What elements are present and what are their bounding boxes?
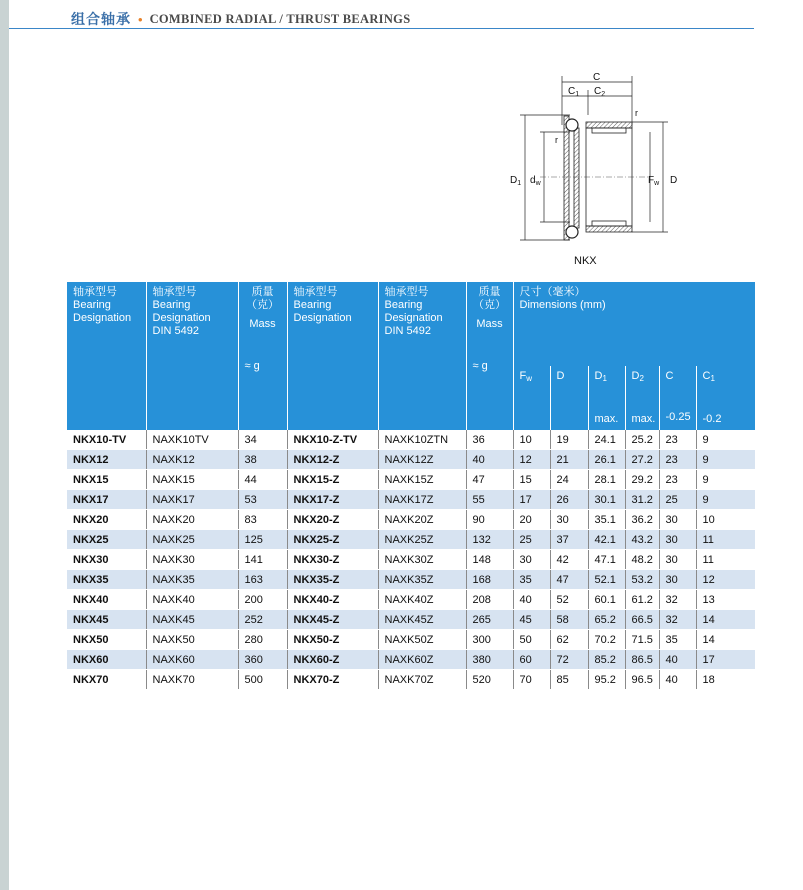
table-cell: 360 (238, 650, 287, 670)
col-header-dimensions: 尺寸（毫米） Dimensions (mm) (513, 282, 755, 366)
table-cell: NAXK10TV (146, 430, 238, 450)
table-cell: NAXK45Z (378, 610, 466, 630)
table-cell: 35.1 (588, 510, 625, 530)
table-cell: 44 (238, 470, 287, 490)
table-cell: NKX10-TV (67, 430, 146, 450)
table-cell: 50 (513, 630, 550, 650)
header-divider (9, 28, 754, 29)
table-cell: 72 (550, 650, 588, 670)
table-cell: 9 (696, 470, 755, 490)
table-cell: 30 (659, 570, 696, 590)
table-cell: 23 (659, 470, 696, 490)
thrust-washer-outer (564, 116, 569, 240)
bearing-table (67, 282, 755, 690)
table-cell: NKX10-Z-TV (287, 430, 378, 450)
dim-label-c2: $C_2$ (594, 86, 606, 98)
table-cell: NAXK15 (146, 470, 238, 490)
table-cell: 24.1 (588, 430, 625, 450)
table-cell: NKX60 (67, 650, 146, 670)
table-cell: 70 (513, 670, 550, 690)
table-cell: 14 (696, 630, 755, 650)
dim-label-d: D (670, 175, 678, 186)
table-cell: 23 (659, 450, 696, 470)
table-cell: NAXK12 (146, 450, 238, 470)
dim-label-r-top: r (635, 108, 638, 118)
table-cell: 14 (696, 610, 755, 630)
table-row (67, 590, 755, 610)
table-cell: NAXK17 (146, 490, 238, 510)
col-header-c: C -0.25 (659, 366, 696, 430)
table-cell: 25 (513, 530, 550, 550)
col-header-din: 轴承型号 Bearing Designation DIN 5492 (146, 282, 238, 430)
table-cell: 90 (466, 510, 513, 530)
table-cell: 24 (550, 470, 588, 490)
table-cell: 132 (466, 530, 513, 550)
table-cell: 42.1 (588, 530, 625, 550)
table-cell: NKX45 (67, 610, 146, 630)
table-cell: 30 (659, 510, 696, 530)
table-cell: 83 (238, 510, 287, 530)
table-cell: 28.1 (588, 470, 625, 490)
table-cell: 125 (238, 530, 287, 550)
col-header-fw: $F_w$ (513, 366, 550, 430)
table-cell: 9 (696, 450, 755, 470)
table-cell: NKX70 (67, 670, 146, 690)
table-cell: 280 (238, 630, 287, 650)
table-cell: 32 (659, 610, 696, 630)
table-cell: 47 (466, 470, 513, 490)
table-cell: 265 (466, 610, 513, 630)
table-row (67, 650, 755, 670)
table-cell: NKX17 (67, 490, 146, 510)
header-title-en: COMBINED RADIAL / THRUST BEARINGS (149, 11, 411, 26)
table-cell: 30.1 (588, 490, 625, 510)
table-cell: 85.2 (588, 650, 625, 670)
table-cell: 12 (696, 570, 755, 590)
col-header-d: D (550, 366, 588, 430)
table-row (67, 530, 755, 550)
table-cell: 10 (513, 430, 550, 450)
dim-label-c: C (593, 72, 601, 83)
table-cell: 37 (550, 530, 588, 550)
table-cell: 168 (466, 570, 513, 590)
dim-label-c1: $C_1$ (568, 86, 580, 98)
table-row (67, 430, 755, 450)
table-cell: 62 (550, 630, 588, 650)
header-title-cn: 组合轴承 (71, 11, 131, 27)
header-bullet-icon: • (138, 11, 143, 27)
col-header-din-z: 轴承型号 Bearing Designation DIN 5492 (378, 282, 466, 430)
table-cell: 500 (238, 670, 287, 690)
left-margin-strip (0, 0, 9, 890)
table-cell: NKX50-Z (287, 630, 378, 650)
table-cell: NAXK30Z (378, 550, 466, 570)
dim-label-r-inner: r (555, 135, 558, 145)
table-cell: 65.2 (588, 610, 625, 630)
table-cell: NAXK35Z (378, 570, 466, 590)
table-cell: 43.2 (625, 530, 659, 550)
table-cell: 15 (513, 470, 550, 490)
table-cell: NKX70-Z (287, 670, 378, 690)
table-cell: 11 (696, 550, 755, 570)
col-header-d1: $D_1$ max. (588, 366, 625, 430)
table-cell: NKX15-Z (287, 470, 378, 490)
table-cell: NAXK40 (146, 590, 238, 610)
table-cell: NKX35 (67, 570, 146, 590)
table-body (67, 430, 755, 690)
table-cell: 47.1 (588, 550, 625, 570)
table-cell: 17 (513, 490, 550, 510)
table-cell: 40 (466, 450, 513, 470)
table-cell: 148 (466, 550, 513, 570)
table-cell: 48.2 (625, 550, 659, 570)
table-cell: 21 (550, 450, 588, 470)
thrust-washer-inner (574, 128, 579, 228)
table-cell: 32 (659, 590, 696, 610)
table-cell: 23 (659, 430, 696, 450)
table-cell: 40 (513, 590, 550, 610)
table-cell: 380 (466, 650, 513, 670)
col-header-designation: 轴承型号 Bearing Designation (67, 282, 146, 430)
table-cell: NKX12-Z (287, 450, 378, 470)
table-cell: NAXK25 (146, 530, 238, 550)
table-cell: 35 (513, 570, 550, 590)
table-cell: NKX35-Z (287, 570, 378, 590)
table-cell: NAXK10ZTN (378, 430, 466, 450)
table-cell: NKX30 (67, 550, 146, 570)
col-header-mass: 质量（克） Mass ≈ g (238, 282, 287, 430)
table-cell: 30 (550, 510, 588, 530)
table-cell: NKX17-Z (287, 490, 378, 510)
table-cell: 18 (696, 670, 755, 690)
table-cell: NKX25 (67, 530, 146, 550)
dim-label-d1: $D_1$ (510, 175, 522, 187)
table-cell: 252 (238, 610, 287, 630)
table-cell: 27.2 (625, 450, 659, 470)
table-cell: 66.5 (625, 610, 659, 630)
table-cell: 53 (238, 490, 287, 510)
col-header-designation-z: 轴承型号 Bearing Designation (287, 282, 378, 430)
table-cell: NAXK20Z (378, 510, 466, 530)
table-cell: 29.2 (625, 470, 659, 490)
table-cell: 31.2 (625, 490, 659, 510)
table-cell: 55 (466, 490, 513, 510)
table-cell: 9 (696, 430, 755, 450)
table-cell: 71.5 (625, 630, 659, 650)
table-cell: NKX50 (67, 630, 146, 650)
table-row (67, 550, 755, 570)
table-cell: 47 (550, 570, 588, 590)
table-cell: 200 (238, 590, 287, 610)
table-cell: NKX40-Z (287, 590, 378, 610)
table-cell: 13 (696, 590, 755, 610)
table-cell: NAXK70Z (378, 670, 466, 690)
nkx-bearing-diagram (500, 70, 685, 270)
table-cell: NAXK35 (146, 570, 238, 590)
table-cell: 12 (513, 450, 550, 470)
table-cell: 36 (466, 430, 513, 450)
table-cell: NKX15 (67, 470, 146, 490)
needle-top (592, 128, 626, 133)
table-cell: NAXK20 (146, 510, 238, 530)
diagram-caption: NKX (574, 255, 597, 267)
table-cell: NAXK50 (146, 630, 238, 650)
table-cell: 60.1 (588, 590, 625, 610)
table-row (67, 490, 755, 510)
col-header-mass-z: 质量（克） Mass ≈ g (466, 282, 513, 430)
table-cell: 61.2 (625, 590, 659, 610)
table-cell: NAXK60Z (378, 650, 466, 670)
table-row (67, 610, 755, 630)
table-row (67, 510, 755, 530)
table-cell: 25 (659, 490, 696, 510)
table-cell: 86.5 (625, 650, 659, 670)
table-row (67, 630, 755, 650)
table-cell: 38 (238, 450, 287, 470)
needle-bottom (592, 221, 626, 226)
table-cell: 163 (238, 570, 287, 590)
table-cell: NAXK50Z (378, 630, 466, 650)
dimension-c-line (562, 76, 632, 125)
table-cell: 30 (659, 530, 696, 550)
table-cell: 300 (466, 630, 513, 650)
table-row (67, 470, 755, 490)
table-row (67, 450, 755, 470)
table-cell: 45 (513, 610, 550, 630)
table-row (67, 570, 755, 590)
table-cell: NKX20 (67, 510, 146, 530)
table-cell: 20 (513, 510, 550, 530)
table-cell: 96.5 (625, 670, 659, 690)
table-cell: 520 (466, 670, 513, 690)
table-cell: 208 (466, 590, 513, 610)
outer-ring-bottom (586, 226, 632, 232)
table-cell: NKX45-Z (287, 610, 378, 630)
table-cell: 34 (238, 430, 287, 450)
dim-label-dw: $d_w$ (530, 175, 541, 187)
table-cell: 30 (513, 550, 550, 570)
table-cell: 40 (659, 650, 696, 670)
table-cell: 10 (696, 510, 755, 530)
table-cell: NAXK70 (146, 670, 238, 690)
dim-label-fw: $F_w$ (648, 175, 660, 187)
table-cell: NAXK17Z (378, 490, 466, 510)
table-cell: 52.1 (588, 570, 625, 590)
table-cell: 9 (696, 490, 755, 510)
table-cell: 35 (659, 630, 696, 650)
table-cell: NAXK60 (146, 650, 238, 670)
table-cell: 141 (238, 550, 287, 570)
table-cell: NKX25-Z (287, 530, 378, 550)
table-cell: 30 (659, 550, 696, 570)
page-header (71, 8, 410, 30)
thrust-ball-top (566, 119, 578, 131)
table-cell: 70.2 (588, 630, 625, 650)
table-cell: NKX60-Z (287, 650, 378, 670)
table-cell: NAXK12Z (378, 450, 466, 470)
thrust-ball-bottom (566, 226, 578, 238)
table-cell: NAXK30 (146, 550, 238, 570)
dimension-d1-dw-lines (520, 115, 570, 240)
table-cell: 26 (550, 490, 588, 510)
table-cell: NAXK40Z (378, 590, 466, 610)
table-cell: 42 (550, 550, 588, 570)
table-cell: 52 (550, 590, 588, 610)
table-cell: 19 (550, 430, 588, 450)
table-cell: 85 (550, 670, 588, 690)
table-header (67, 282, 755, 430)
col-header-d2: $D_2$ max. (625, 366, 659, 430)
table-cell: 17 (696, 650, 755, 670)
col-header-c1: $C_1$ -0.2 (696, 366, 755, 430)
table-cell: 58 (550, 610, 588, 630)
table-cell: NKX20-Z (287, 510, 378, 530)
table-cell: NAXK25Z (378, 530, 466, 550)
table-cell: NAXK15Z (378, 470, 466, 490)
table-cell: 36.2 (625, 510, 659, 530)
table-cell: NKX30-Z (287, 550, 378, 570)
table-cell: 60 (513, 650, 550, 670)
table-cell: 25.2 (625, 430, 659, 450)
table-cell: 53.2 (625, 570, 659, 590)
table-cell: 26.1 (588, 450, 625, 470)
table-cell: NKX40 (67, 590, 146, 610)
table-cell: NAXK45 (146, 610, 238, 630)
table-cell: 95.2 (588, 670, 625, 690)
table-cell: 11 (696, 530, 755, 550)
table-cell: NKX12 (67, 450, 146, 470)
outer-ring-top (586, 122, 632, 128)
table-row (67, 670, 755, 690)
table-cell: 40 (659, 670, 696, 690)
